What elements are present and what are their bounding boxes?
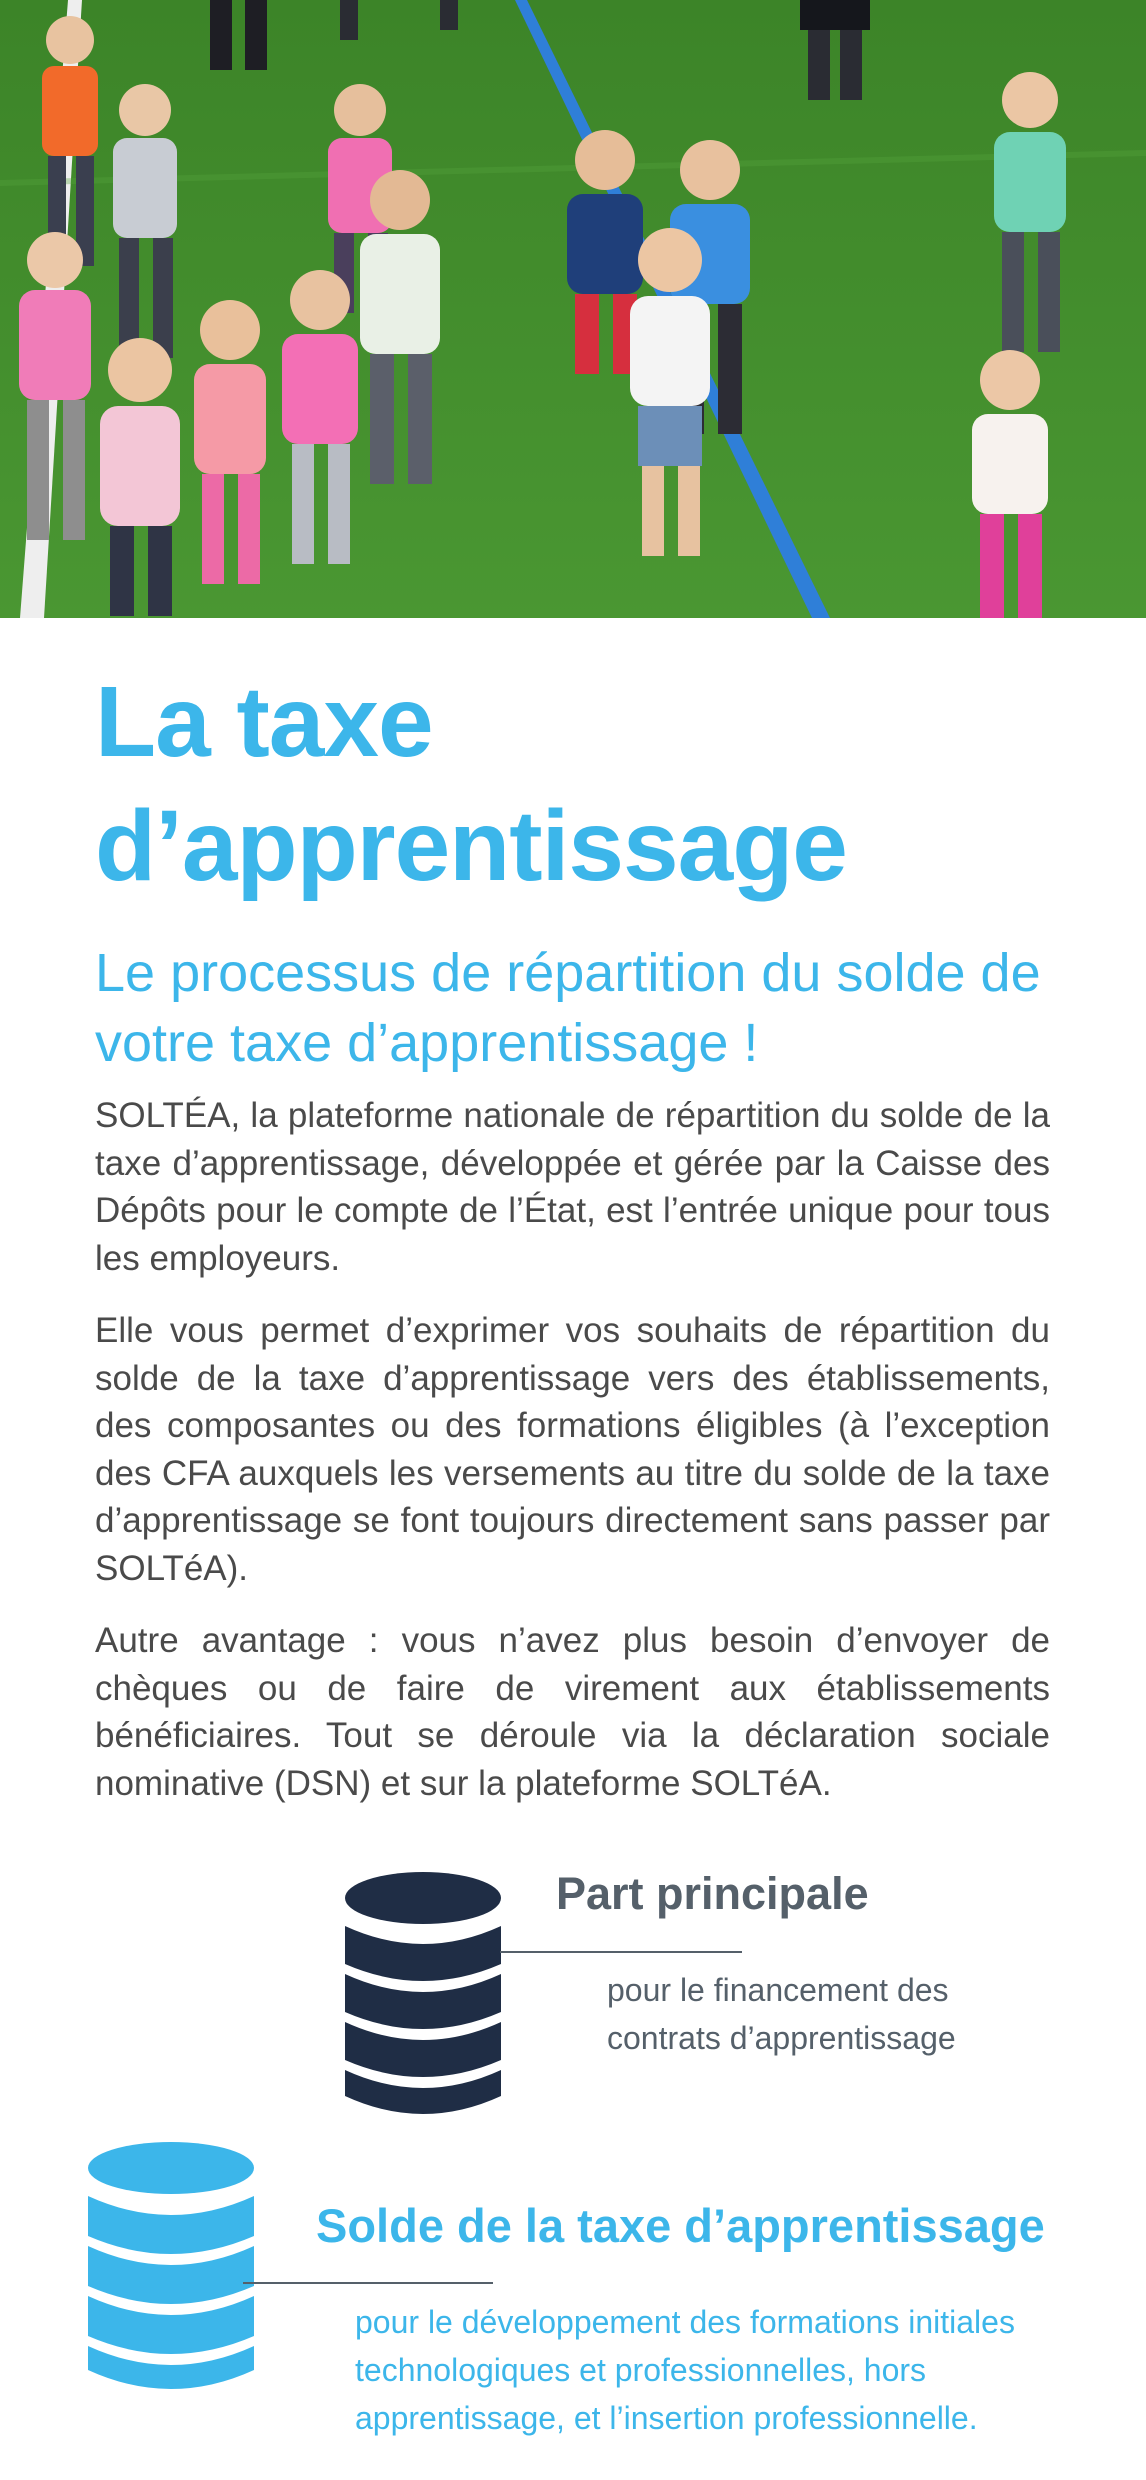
paragraph-repartition: Elle vous permet d’exprimer vos souhaits de répartition du solde de la taxe d’apprentissage vers des établissements, des composantes ou des formations éligibles (à l’exception des CFA auxquels les versements au titre du solde de la taxe d’apprentissage se font toujours directement sans passer par SOLTéA). [95, 1311, 1050, 1588]
hero-photo [0, 0, 1146, 618]
block-divider [243, 2282, 493, 2284]
database-icon [343, 1870, 503, 2130]
part-principale-title: Part principale [556, 1868, 869, 1919]
part-principale-description: pour le financement des contrats d’apprentissage [607, 1972, 956, 2056]
article [95, 660, 1050, 1807]
block-divider [500, 1951, 742, 1953]
paragraph-intro: SOLTÉA, la plateforme nationale de répartition du solde de la taxe d’apprentissage, développée et gérée par la Caisse des Dépôts pour le compte de l’État, est l’entrée unique pour tous les employeurs. [95, 1096, 1050, 1278]
database-icon [86, 2140, 256, 2407]
paragraph-avantage: Autre avantage : vous n’avez plus besoin d’envoyer de chèques ou de faire de virement aux établissements bénéficiaires. Tout se déroule via la déclaration sociale nominative (DSN) et sur la plateforme SOLTéA. [95, 1621, 1050, 1803]
solde-description: pour le développement des formations initiales technologiques et professionnelles, hors apprentissage, et l’insertion professionnelle. [355, 2304, 1015, 2436]
solde-title: Solde de la taxe d’apprentissage [316, 2199, 1045, 2252]
page-title: La taxe d’apprentissage [95, 666, 847, 902]
page-subtitle: Le processus de répartition du solde de votre taxe d’apprentissage ! [95, 943, 1041, 1073]
